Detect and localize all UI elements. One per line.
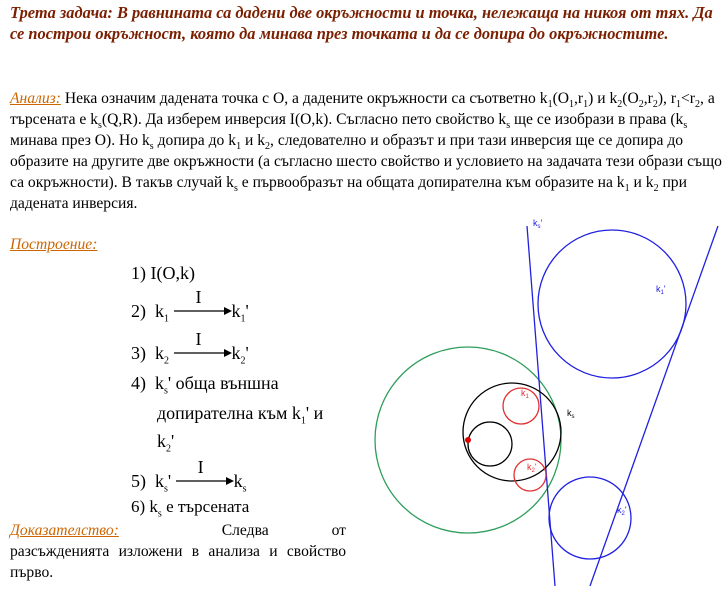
inversion-arrow: I xyxy=(176,470,234,492)
k1-label: $k_1$ xyxy=(521,388,529,400)
tangent-line xyxy=(590,226,718,586)
analysis-label: Анализ: xyxy=(10,90,61,107)
step-4-line2: допирателна към $k_1'$ и xyxy=(157,403,324,427)
construction-heading: Построение: xyxy=(10,236,98,253)
ks-line-label: $k_s'$ xyxy=(533,218,543,230)
proof-paragraph: Доказателство: Следва от разсъжденията изложени в анализа и свойство първо. xyxy=(10,522,346,581)
k1-prime-label: $k_1'$ xyxy=(656,284,666,296)
k2-label: $k_2'$ xyxy=(527,462,537,474)
step-6: 6) $k_s$ е търсената xyxy=(131,497,250,520)
proof-label: Доказателство: xyxy=(10,522,119,539)
ks-label: $k_s$ xyxy=(567,408,575,420)
step-4: 4) $k_s'$ обща външна xyxy=(131,373,279,397)
problem-title: Трета задача: В равнината са дадени две окръжности и точка, нележаща на никоя от тях. Да се построи окръжност, която да минава през точката и да се допира до окръжностите. xyxy=(10,3,713,43)
k2-prime-label: $k_2'$ xyxy=(617,505,627,517)
small-black-circle xyxy=(468,422,512,466)
analysis-text: Нека означим дадената точка с O, а дадените окръжности са съответно k xyxy=(60,90,548,107)
analysis-paragraph: Анализ: Нека означим дадената точка с O, а дадените окръжности са съответно $k_1(O_1,r_1)$ и $k_2(O_2,r_2)$, $r_1<r_2$, а търсената е $k_s(Q,R)$. Да изберем инверсия I(O,k). Съгласно пето свойство $k_s$ ще се изобрази в права ($k_s$ минава през O). Но $k_s$ допира до $k_1$ и $k_2$, следователно и образът и при тази инверсия ще се допира до образите на другите две окръжности (а съгласно шесто свойство и условието на задачата тези образи също са окръжности). В такъв случай $k_s$ е първообразът на общата допирателна към образите на $k_1$ и $k_2$ при дадената инверсия. xyxy=(10,90,722,212)
step-2: 2) $k_1$ I $k_1'$ xyxy=(131,287,249,325)
inversion-arrow: I xyxy=(174,342,232,364)
k2-prime-circle xyxy=(549,477,631,559)
step-5: 5) $k_s'$ I $k_s$ xyxy=(131,457,247,495)
step-4-line3: $k_2'$ xyxy=(157,431,175,455)
ks-circle xyxy=(463,383,561,481)
step-1: 1) I(O,k) xyxy=(131,263,195,283)
inversion-arrow: I xyxy=(174,300,232,322)
point-o xyxy=(465,437,471,443)
step-3: 3) $k_2$ I $k_2'$ xyxy=(131,329,249,367)
k1-prime-circle xyxy=(538,230,686,378)
